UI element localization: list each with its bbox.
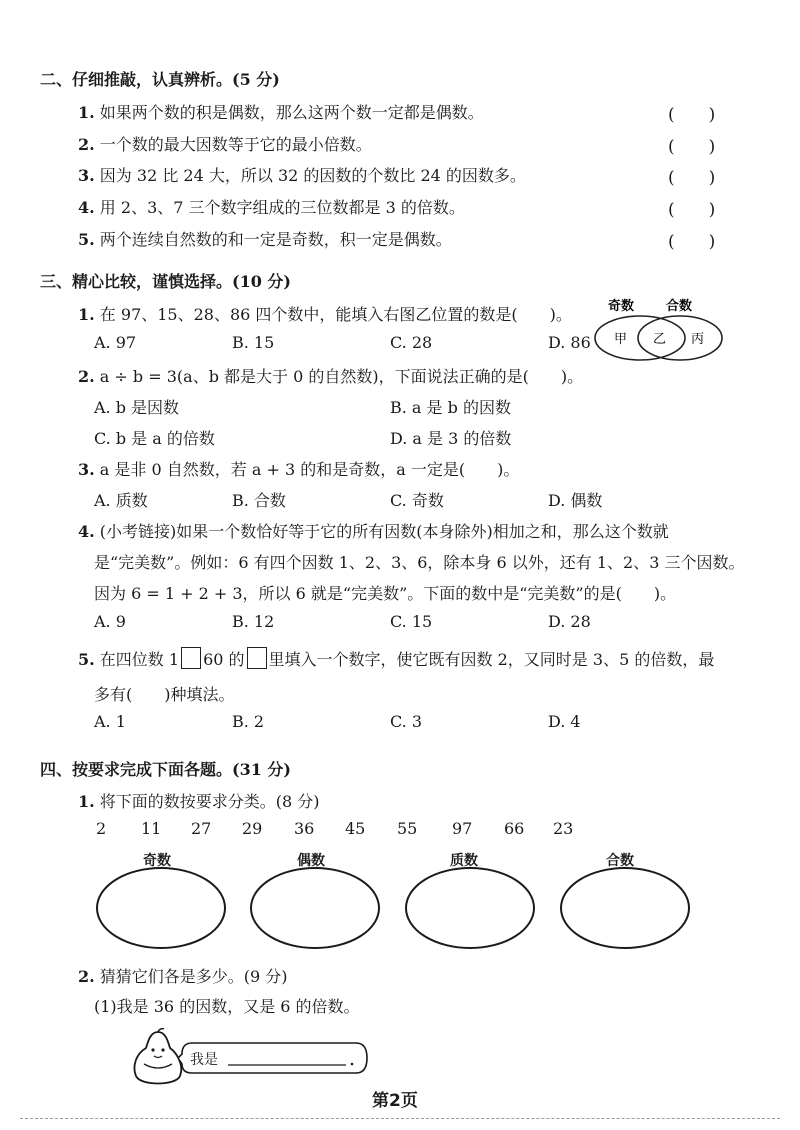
oval-composite-area[interactable] [561,868,689,948]
s3-q3: 3. a 是非 0 自然数，若 a + 3 的和是奇数，a 一定是( )。 [78,460,520,479]
answer-line-s4-q2-1[interactable] [228,1048,346,1066]
section-4-title: 四、按要求完成下面各题。(31 分) [40,760,291,779]
s2-answer-blank-1[interactable]: ( ) [668,105,716,125]
s3-q1: 1. 在 97、15、28、86 四个数中，能填入右图乙位置的数是( )。 [78,305,572,324]
s3-q2-option-d[interactable]: D. a 是 3 的倍数 [390,429,512,448]
s3-q5: 5. 在四位数 1 60 的 里填入一个数字，使它既有因数 2，又同时是 3、5 的倍数，最 [78,647,714,670]
venn-label-odd: 奇数 [608,299,635,314]
venn-left-ellipse [595,316,685,360]
s3-q3-option-b[interactable]: B. 合数 [232,491,286,510]
oval-even-area[interactable] [251,868,379,948]
classification-ovals [90,862,730,954]
s4-q2: 2. 猜猜它们各是多少。(9 分) [78,967,288,986]
s3-q1-option-c[interactable]: C. 28 [390,333,433,352]
s3-q5-option-a[interactable]: A. 1 [94,712,126,731]
s3-q4-option-b[interactable]: B. 12 [232,612,275,631]
s4-q1: 1. 将下面的数按要求分类。(8 分) [78,792,320,811]
s3-q4-option-a[interactable]: A. 9 [94,612,126,631]
s3-q1-option-b[interactable]: B. 15 [232,333,275,352]
s3-q4-option-c[interactable]: C. 15 [390,612,433,631]
s3-q2-option-c[interactable]: C. b 是 a 的倍数 [94,429,215,448]
bottom-divider [20,1118,780,1119]
s2-answer-blank-3[interactable]: ( ) [668,168,716,188]
s3-q5-option-c[interactable]: C. 3 [390,712,423,731]
s3-q5-line-2: 多有( )种填法。 [94,685,235,704]
s3-q4-line-2: 是“完美数”。例如：6 有四个因数 1、2、3、6，除本身 6 以外，还有 1、2、3 三个因数。 [94,553,745,572]
s4-q2-sub-1: (1)我是 36 的因数，又是 6 的倍数。 [94,997,360,1016]
s3-q5-option-b[interactable]: B. 2 [232,712,265,731]
s3-q1-option-a[interactable]: A. 97 [94,333,137,352]
page-number: 第2页 [372,1091,418,1111]
s2-answer-blank-5[interactable]: ( ) [668,232,716,252]
s2-item-5: 5. 两个连续自然数的和一定是奇数，积一定是偶数。 [78,230,452,249]
s3-q4-line-3: 因为 6 = 1 + 2 + 3，所以 6 就是“完美数”。下面的数中是“完美数”的是( )。 [94,584,677,603]
s3-q1-option-d[interactable]: D. 86 [548,333,591,352]
oval-odd-area[interactable] [97,868,225,948]
s4-q1-number: 97 [452,819,473,838]
s4-q1-number: 66 [504,819,525,838]
s2-item-2: 2. 一个数的最大因数等于它的最小倍数。 [78,135,372,154]
s4-q1-number: 11 [141,819,162,838]
venn-region-jia: 甲 [614,332,628,347]
s4-q1-number: 55 [397,819,418,838]
s4-q1-number: 45 [345,819,366,838]
s3-q4-option-d[interactable]: D. 28 [548,612,591,631]
oval-label-odd: 奇数 [143,853,171,869]
speech-bubble-text: 我是 [190,1052,218,1068]
s3-q2: 2. a ÷ b = 3(a、b 都是大于 0 的自然数)，下面说法正确的是( )。 [78,367,584,386]
venn-diagram [590,292,730,364]
s3-q3-option-a[interactable]: A. 质数 [94,491,148,510]
venn-region-yi: 乙 [653,332,667,347]
s4-q1-number: 29 [242,819,263,838]
s4-q1-number: 2 [96,819,107,838]
s3-q5-option-d[interactable]: D. 4 [548,712,581,731]
section-2-title: 二、仔细推敲，认真辨析。(5 分) [40,70,280,89]
s4-q1-number: 27 [191,819,212,838]
s3-q2-option-b[interactable]: B. a 是 b 的因数 [390,398,511,417]
s2-answer-blank-4[interactable]: ( ) [668,200,716,220]
s3-q3-option-d[interactable]: D. 偶数 [548,491,603,510]
oval-prime-area[interactable] [406,868,534,948]
s2-answer-blank-2[interactable]: ( ) [668,137,716,157]
oval-label-prime: 质数 [450,853,478,869]
s2-item-3: 3. 因为 32 比 24 大，所以 32 的因数的个数比 24 的因数多。 [78,166,526,185]
venn-label-composite: 合数 [666,299,693,314]
s3-q3-option-c[interactable]: C. 奇数 [390,491,444,510]
venn-right-ellipse [638,316,722,360]
digit-box-1[interactable] [181,647,201,669]
s3-q2-option-a[interactable]: A. b 是因数 [94,398,180,417]
s2-item-1: 1. 如果两个数的积是偶数，那么这两个数一定都是偶数。 [78,103,484,122]
digit-box-2[interactable] [247,647,267,669]
oval-label-composite: 合数 [606,853,634,869]
s3-q4-line-1: 4. (小考链接)如果一个数恰好等于它的所有因数(本身除外)相加之和，那么这个数就 [78,522,669,541]
s4-q1-number: 23 [553,819,574,838]
s4-q1-number: 36 [294,819,315,838]
section-3-title: 三、精心比较，谨慎选择。(10 分) [40,272,291,291]
oval-label-even: 偶数 [297,853,325,869]
venn-region-bing: 丙 [691,332,705,347]
s2-item-4: 4. 用 2、3、7 三个数字组成的三位数都是 3 的倍数。 [78,198,465,217]
